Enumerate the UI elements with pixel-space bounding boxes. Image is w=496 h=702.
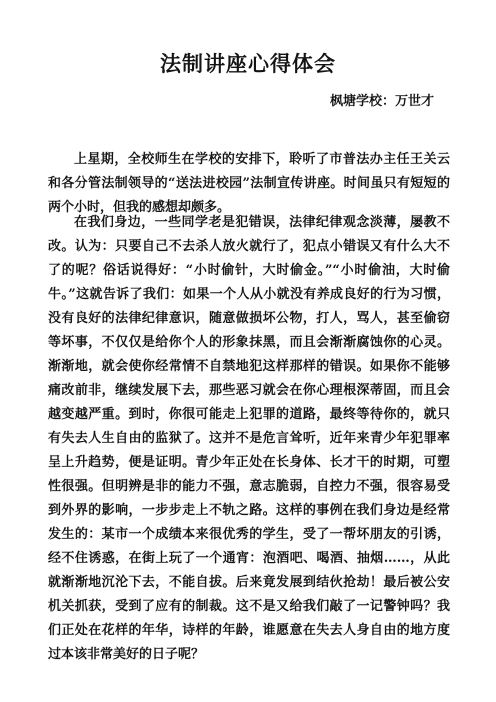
paragraph-1-container — [48, 148, 450, 220]
paragraph: 在我们身边，一些同学老是犯错误，法律纪律观念淡薄，屡教不改。认为：只要自己不去杀人放火就行了，犯点小错误又有什么大不了的呢？俗话说得好：“小时偷针，大时偷金。”“小时偷油，大时偷牛。”这就告诉了我们：如果一个人从小就没有养成良好的行为习惯，没有良好的法律纪律意识，随意做损坏公物，打人，骂人，甚至偷窃等坏事，不仅仅是给你个人的形象抹黑，而且会渐渐腐蚀你的心灵。渐渐地，就会使你经常情不自禁地犯这样那样的错误。如果你不能够痛改前非，继续发展下去，那些恶习就会在你心理根深蒂固，而且会越变越严重。到时，你很可能走上犯罪的道路，最终等待你的，就只有失去人生自由的监狱了。这并不是危言耸听，近年来青少年犯罪率呈上升趋势，便是证明。青少年正处在长身体、长才干的时期，可塑性很强。但明辨是非的能力不强，意志脆弱，自控力不强，很容易受到外界的影响，一步步走上不轨之路。这样的事例在我们身边是经常发生的：某市一个成绩本来很优秀的学生，受了一帮坏朋友的引诱，经不住诱惑，在街上玩了一个通宵：泡酒吧、喝酒、抽烟……，从此就渐渐地沉沦下去，不能自拔。后来竟发展到结伙抢劫！最后被公安机关抓获，受到了应有的制裁。这不是又给我们敲了一记警钟吗？我们正处在花样的年华，诗样的年龄，谁愿意在失去人身自由的地方度过本该非常美好的日子呢？ — [48, 215, 450, 662]
page-title: 法制讲座心得体会 — [160, 51, 336, 76]
paragraph-2-container — [48, 211, 450, 667]
author-byline: 枫塘学校：万世才 — [329, 94, 434, 109]
paragraph: 上星期，全校师生在学校的安排下，聆听了市普法办主任王关云和各分管法制领导的“送法进校园”法制宣传讲座。时间虽只有短短的两个小时，但我的感想却颇多。 — [48, 152, 450, 215]
